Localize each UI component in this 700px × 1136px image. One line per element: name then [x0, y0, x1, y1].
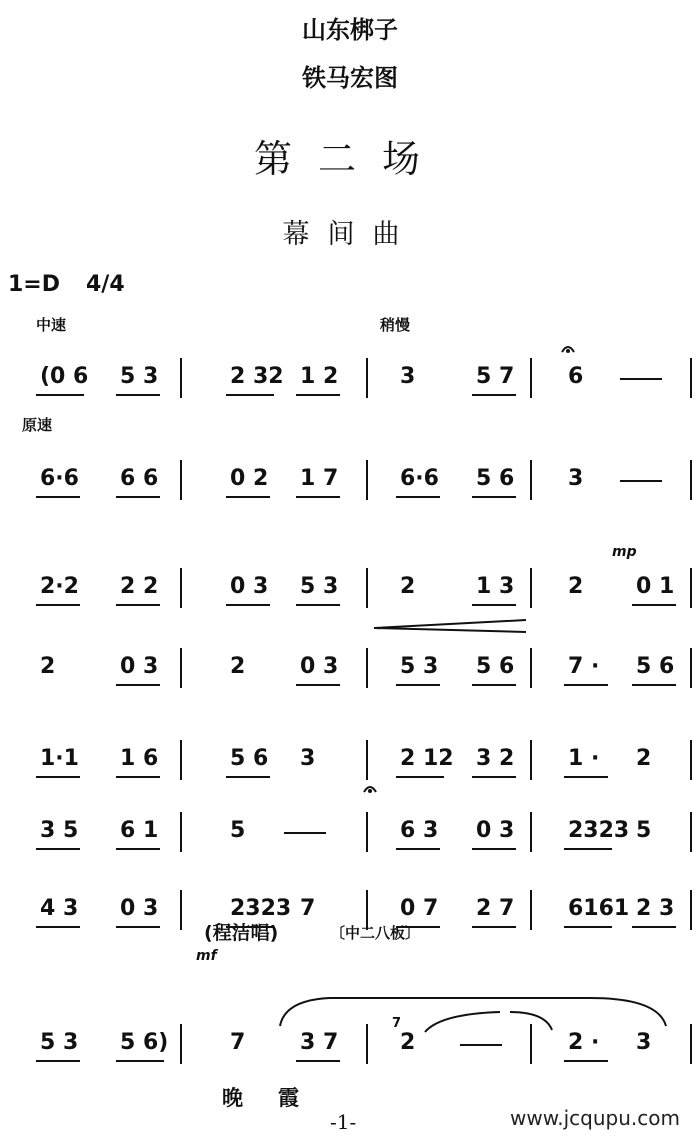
barline: [530, 460, 532, 500]
watermark: www.jcqupu.com: [510, 1106, 680, 1130]
barline: [180, 812, 182, 852]
fermata-icon: [560, 342, 576, 354]
note-group: 2: [568, 574, 584, 599]
beam-line: [396, 848, 440, 850]
barline: [366, 568, 368, 608]
dynamic-mp: mp: [612, 544, 637, 560]
note-group: 2 ·: [568, 1030, 600, 1055]
barline: [530, 568, 532, 608]
note-group: 2 7: [476, 896, 515, 921]
barline: [690, 358, 692, 398]
note-group: 7: [300, 896, 316, 921]
barline: [366, 358, 368, 398]
beam-line: [396, 684, 440, 686]
barline: [180, 568, 182, 608]
barline: [366, 740, 368, 780]
tempo-start: 中速: [36, 316, 67, 334]
note-group: 6 3: [400, 818, 439, 843]
barline: [180, 890, 182, 930]
note-group: 3 5: [40, 818, 79, 843]
beam-line: [36, 496, 80, 498]
genre-title: 山东梆子: [302, 16, 398, 44]
beam-line: [296, 394, 340, 396]
note-group: 6 1: [120, 818, 159, 843]
barline: [530, 812, 532, 852]
note-group: 0 2: [230, 466, 269, 491]
barline: [366, 812, 368, 852]
beam-line: [36, 926, 80, 928]
note-group: [284, 832, 326, 834]
note-group: 5 6): [120, 1030, 169, 1055]
note-group: 0 3: [120, 654, 159, 679]
barline: [180, 740, 182, 780]
beam-line: [116, 604, 160, 606]
barline: [690, 740, 692, 780]
note-group: 3 7: [300, 1030, 339, 1055]
note-group: 5: [636, 818, 652, 843]
barline: [690, 812, 692, 852]
barline: [690, 568, 692, 608]
note-group: 7 ·: [568, 654, 600, 679]
beam-line: [472, 926, 516, 928]
beam-line: [226, 496, 270, 498]
beam-line: [116, 684, 160, 686]
beam-line: [632, 684, 676, 686]
note-group: 2: [400, 1030, 416, 1055]
barline: [530, 740, 532, 780]
beam-line: [564, 848, 612, 850]
beam-line: [116, 1060, 164, 1062]
beam-line: [564, 684, 608, 686]
beam-line: [472, 496, 516, 498]
note-group: 0 3: [230, 574, 269, 599]
note-group: 5 6: [230, 746, 269, 771]
note-group: [620, 480, 662, 482]
barline: [690, 648, 692, 688]
note-group: 5 3: [400, 654, 439, 679]
beam-line: [116, 496, 160, 498]
beam-line: [472, 848, 516, 850]
note-group: (0 6: [40, 364, 89, 389]
tempo-resume: 原速: [22, 416, 53, 434]
note-group: 1 7: [300, 466, 339, 491]
note-group: 0 3: [300, 654, 339, 679]
barline: [366, 648, 368, 688]
note-group: 3: [400, 364, 416, 389]
crescendo-hairpin: [372, 618, 532, 638]
note-group: 0 3: [476, 818, 515, 843]
note-group: 5 3: [300, 574, 339, 599]
barline: [530, 358, 532, 398]
note-group: 3 2: [476, 746, 515, 771]
beam-line: [564, 1060, 608, 1062]
barline: [690, 890, 692, 930]
barline: [690, 460, 692, 500]
barline: [180, 648, 182, 688]
barline: [180, 1024, 182, 1064]
note-group: 2: [636, 746, 652, 771]
beam-line: [296, 1060, 340, 1062]
barline: [180, 358, 182, 398]
note-group: 6 6: [120, 466, 159, 491]
tempo-slower: 稍慢: [380, 316, 411, 334]
beam-line: [472, 604, 516, 606]
slur-arcs: [270, 996, 690, 1036]
note-group: 6: [568, 364, 584, 389]
beam-line: [36, 394, 84, 396]
beam-line: [116, 848, 160, 850]
beam-line: [472, 776, 516, 778]
beam-line: [396, 776, 444, 778]
note-group: 1 3: [476, 574, 515, 599]
note-group: 0 7: [400, 896, 439, 921]
grace-note: 7: [392, 1016, 402, 1031]
note-group: 4 3: [40, 896, 79, 921]
page-number: -1-: [330, 1110, 357, 1134]
beam-line: [36, 604, 80, 606]
barline: [530, 890, 532, 930]
note-group: 6·6: [400, 466, 439, 491]
scene-title: 第二场: [253, 137, 446, 181]
beam-line: [226, 604, 270, 606]
time-signature: 4/4: [86, 272, 125, 297]
note-group: 2323: [568, 818, 630, 843]
note-group: 2 32: [230, 364, 284, 389]
note-group: 2 2: [120, 574, 159, 599]
beam-line: [296, 496, 340, 498]
lyric-1: 晚: [222, 1086, 243, 1110]
note-group: 6·6: [40, 466, 79, 491]
beam-line: [564, 926, 612, 928]
note-group: 5 6: [476, 466, 515, 491]
beam-line: [396, 496, 440, 498]
note-group: 2: [40, 654, 56, 679]
barline: [530, 648, 532, 688]
note-group: 5 3: [120, 364, 159, 389]
note-group: 5 3: [40, 1030, 79, 1055]
note-group: 5 6: [476, 654, 515, 679]
note-group: 1 6: [120, 746, 159, 771]
note-group: 2·2: [40, 574, 79, 599]
note-group: 2 12: [400, 746, 454, 771]
note-group: 5: [230, 818, 246, 843]
beam-line: [36, 848, 80, 850]
fermata-icon: [362, 782, 378, 794]
note-group: 2323: [230, 896, 292, 921]
key-signature: 1=D: [8, 272, 61, 297]
singer-label: (程洁唱): [204, 922, 279, 944]
note-group: 2: [400, 574, 416, 599]
note-group: 2 3: [636, 896, 675, 921]
beam-line: [36, 776, 80, 778]
note-group: 3: [568, 466, 584, 491]
barline: [366, 460, 368, 500]
barline: [690, 1024, 692, 1064]
note-group: [620, 378, 662, 380]
opera-title: 铁马宏图: [302, 64, 398, 92]
note-group: 3: [636, 1030, 652, 1055]
note-group: 2: [230, 654, 246, 679]
barline: [180, 460, 182, 500]
beam-line: [116, 776, 160, 778]
beam-line: [632, 926, 676, 928]
beam-line: [36, 1060, 80, 1062]
beam-line: [472, 684, 516, 686]
lyric-2: 霞: [278, 1086, 299, 1110]
note-group: 7: [230, 1030, 246, 1055]
note-group: 0 1: [636, 574, 675, 599]
note-group: 5 7: [476, 364, 515, 389]
dynamic-mf: mf: [196, 948, 217, 964]
beam-line: [116, 926, 160, 928]
note-group: 3: [300, 746, 316, 771]
note-group: 1 2: [300, 364, 339, 389]
beam-line: [296, 604, 340, 606]
note-group: [460, 1044, 502, 1046]
beam-line: [226, 394, 274, 396]
note-group: 6161: [568, 896, 630, 921]
beam-line: [226, 776, 270, 778]
beam-line: [472, 394, 516, 396]
note-group: 0 3: [120, 896, 159, 921]
beam-line: [632, 604, 676, 606]
banshi-label: 〔中二八板〕: [330, 924, 421, 942]
piece-title: 幕间曲: [282, 219, 418, 250]
beam-line: [116, 394, 160, 396]
beam-line: [564, 776, 608, 778]
beam-line: [296, 684, 340, 686]
note-group: 5 6: [636, 654, 675, 679]
note-group: 1 ·: [568, 746, 600, 771]
note-group: 1·1: [40, 746, 79, 771]
